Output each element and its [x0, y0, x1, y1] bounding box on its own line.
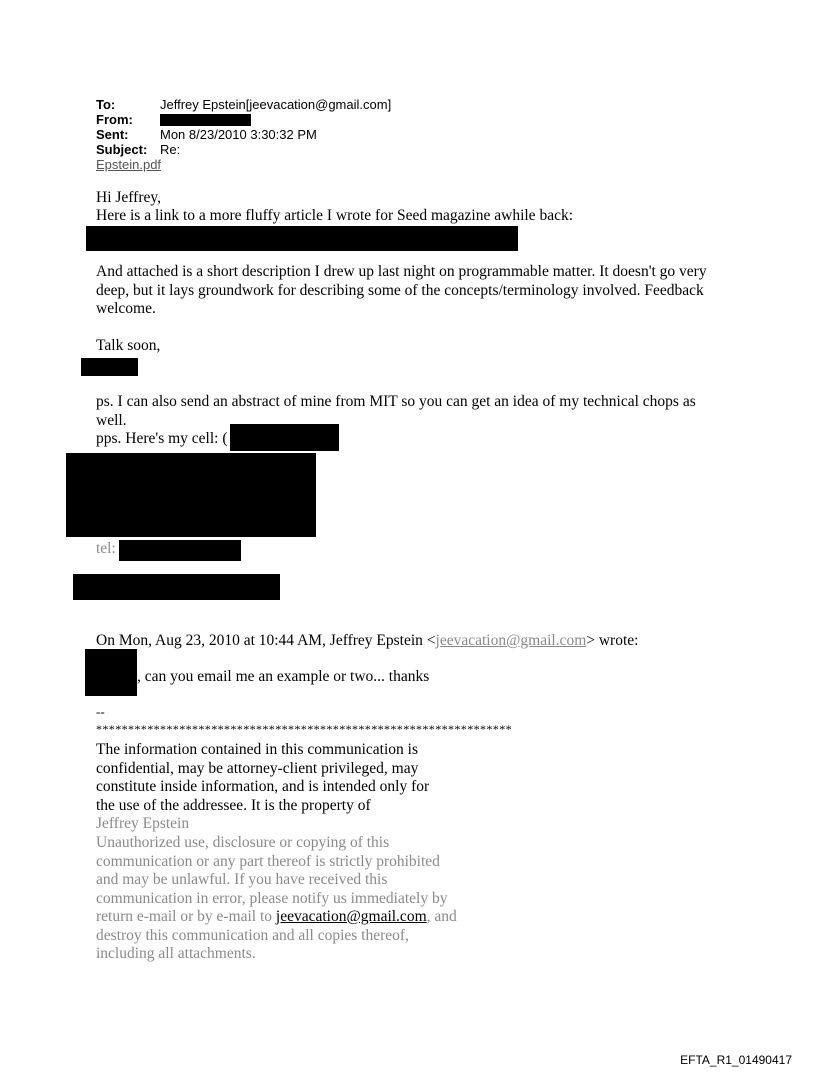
disclaimer-email-link[interactable]: jeevacation@gmail.com — [275, 908, 427, 925]
from-label: From: — [96, 112, 133, 127]
greeting: Hi Jeffrey, — [96, 189, 161, 206]
disclaimer-notice — [96, 834, 466, 964]
to-row — [96, 97, 391, 112]
contact-redaction — [66, 453, 316, 537]
closing: Talk soon, — [96, 337, 161, 354]
address-redaction — [73, 574, 280, 600]
attachment-link[interactable]: Epstein.pdf — [96, 157, 162, 172]
sig-dash: -- — [96, 704, 105, 719]
quote-attribution — [96, 632, 638, 651]
sent-row — [96, 127, 317, 142]
pps-text: pps. Here's my cell: ( — [96, 430, 228, 447]
attachment-paragraph: And attached is a short description I drew up last night on programmable matter. It doesn't go very deep, but it lays groundwork for describing some of the concepts/terminology involved. Feedback welcome. — [96, 263, 707, 317]
sent-label: Sent: — [96, 127, 129, 142]
to-label: To: — [96, 97, 116, 112]
star-divider: ***************************************************************** — [96, 722, 512, 736]
disclaimer-text: The information contained in this communication is confidential, may be attorney-client privileged, may constitute inside information, and is intended only for the use of the addressee. It is the property of — [96, 741, 430, 814]
ps-text: ps. I can also send an abstract of mine from MIT so you can get an idea of my technical chops as well. — [96, 393, 696, 429]
disclaimer-name: Jeffrey Epstein — [96, 815, 190, 832]
subject-value: Re: — [160, 142, 181, 157]
subject-row — [96, 142, 180, 157]
attribution-suffix: > wrote: — [586, 632, 639, 649]
signature-redaction — [81, 358, 138, 376]
cell-redaction — [230, 424, 339, 451]
sent-value: Mon 8/23/2010 3:30:32 PM — [160, 127, 317, 142]
subject-label: Subject: — [96, 142, 148, 157]
from-row — [96, 112, 160, 127]
attribution-prefix: On Mon, Aug 23, 2010 at 10:44 AM, Jeffrey Epstein < — [96, 632, 436, 649]
quoted-reply: , can you email me an example or two... thanks — [137, 668, 430, 685]
tel-label: tel: — [96, 540, 116, 557]
recipient-name-redaction — [85, 649, 137, 696]
tel-redaction — [119, 540, 241, 561]
from-redaction — [160, 114, 251, 126]
disclaimer-notice-part1: Unauthorized use, disclosure or copying of this communication or any part thereof is strictly prohibited and may be unlawful. If you have received this communication in error, please notify us immediately by return e-mail or by e-mail to — [96, 834, 448, 925]
disclaimer-notice-part2: , and destroy this communication and all copies thereof, including all attachments. — [96, 908, 457, 962]
intro-line: Here is a link to a more fluffy article I wrote for Seed magazine awhile back: — [96, 207, 574, 224]
link-redaction — [86, 226, 518, 251]
to-value: Jeffrey Epstein[jeevacation@gmail.com] — [160, 97, 392, 112]
attribution-email-link[interactable]: jeevacation@gmail.com — [435, 632, 587, 649]
document-id: EFTA_R1_01490417 — [680, 1053, 792, 1067]
